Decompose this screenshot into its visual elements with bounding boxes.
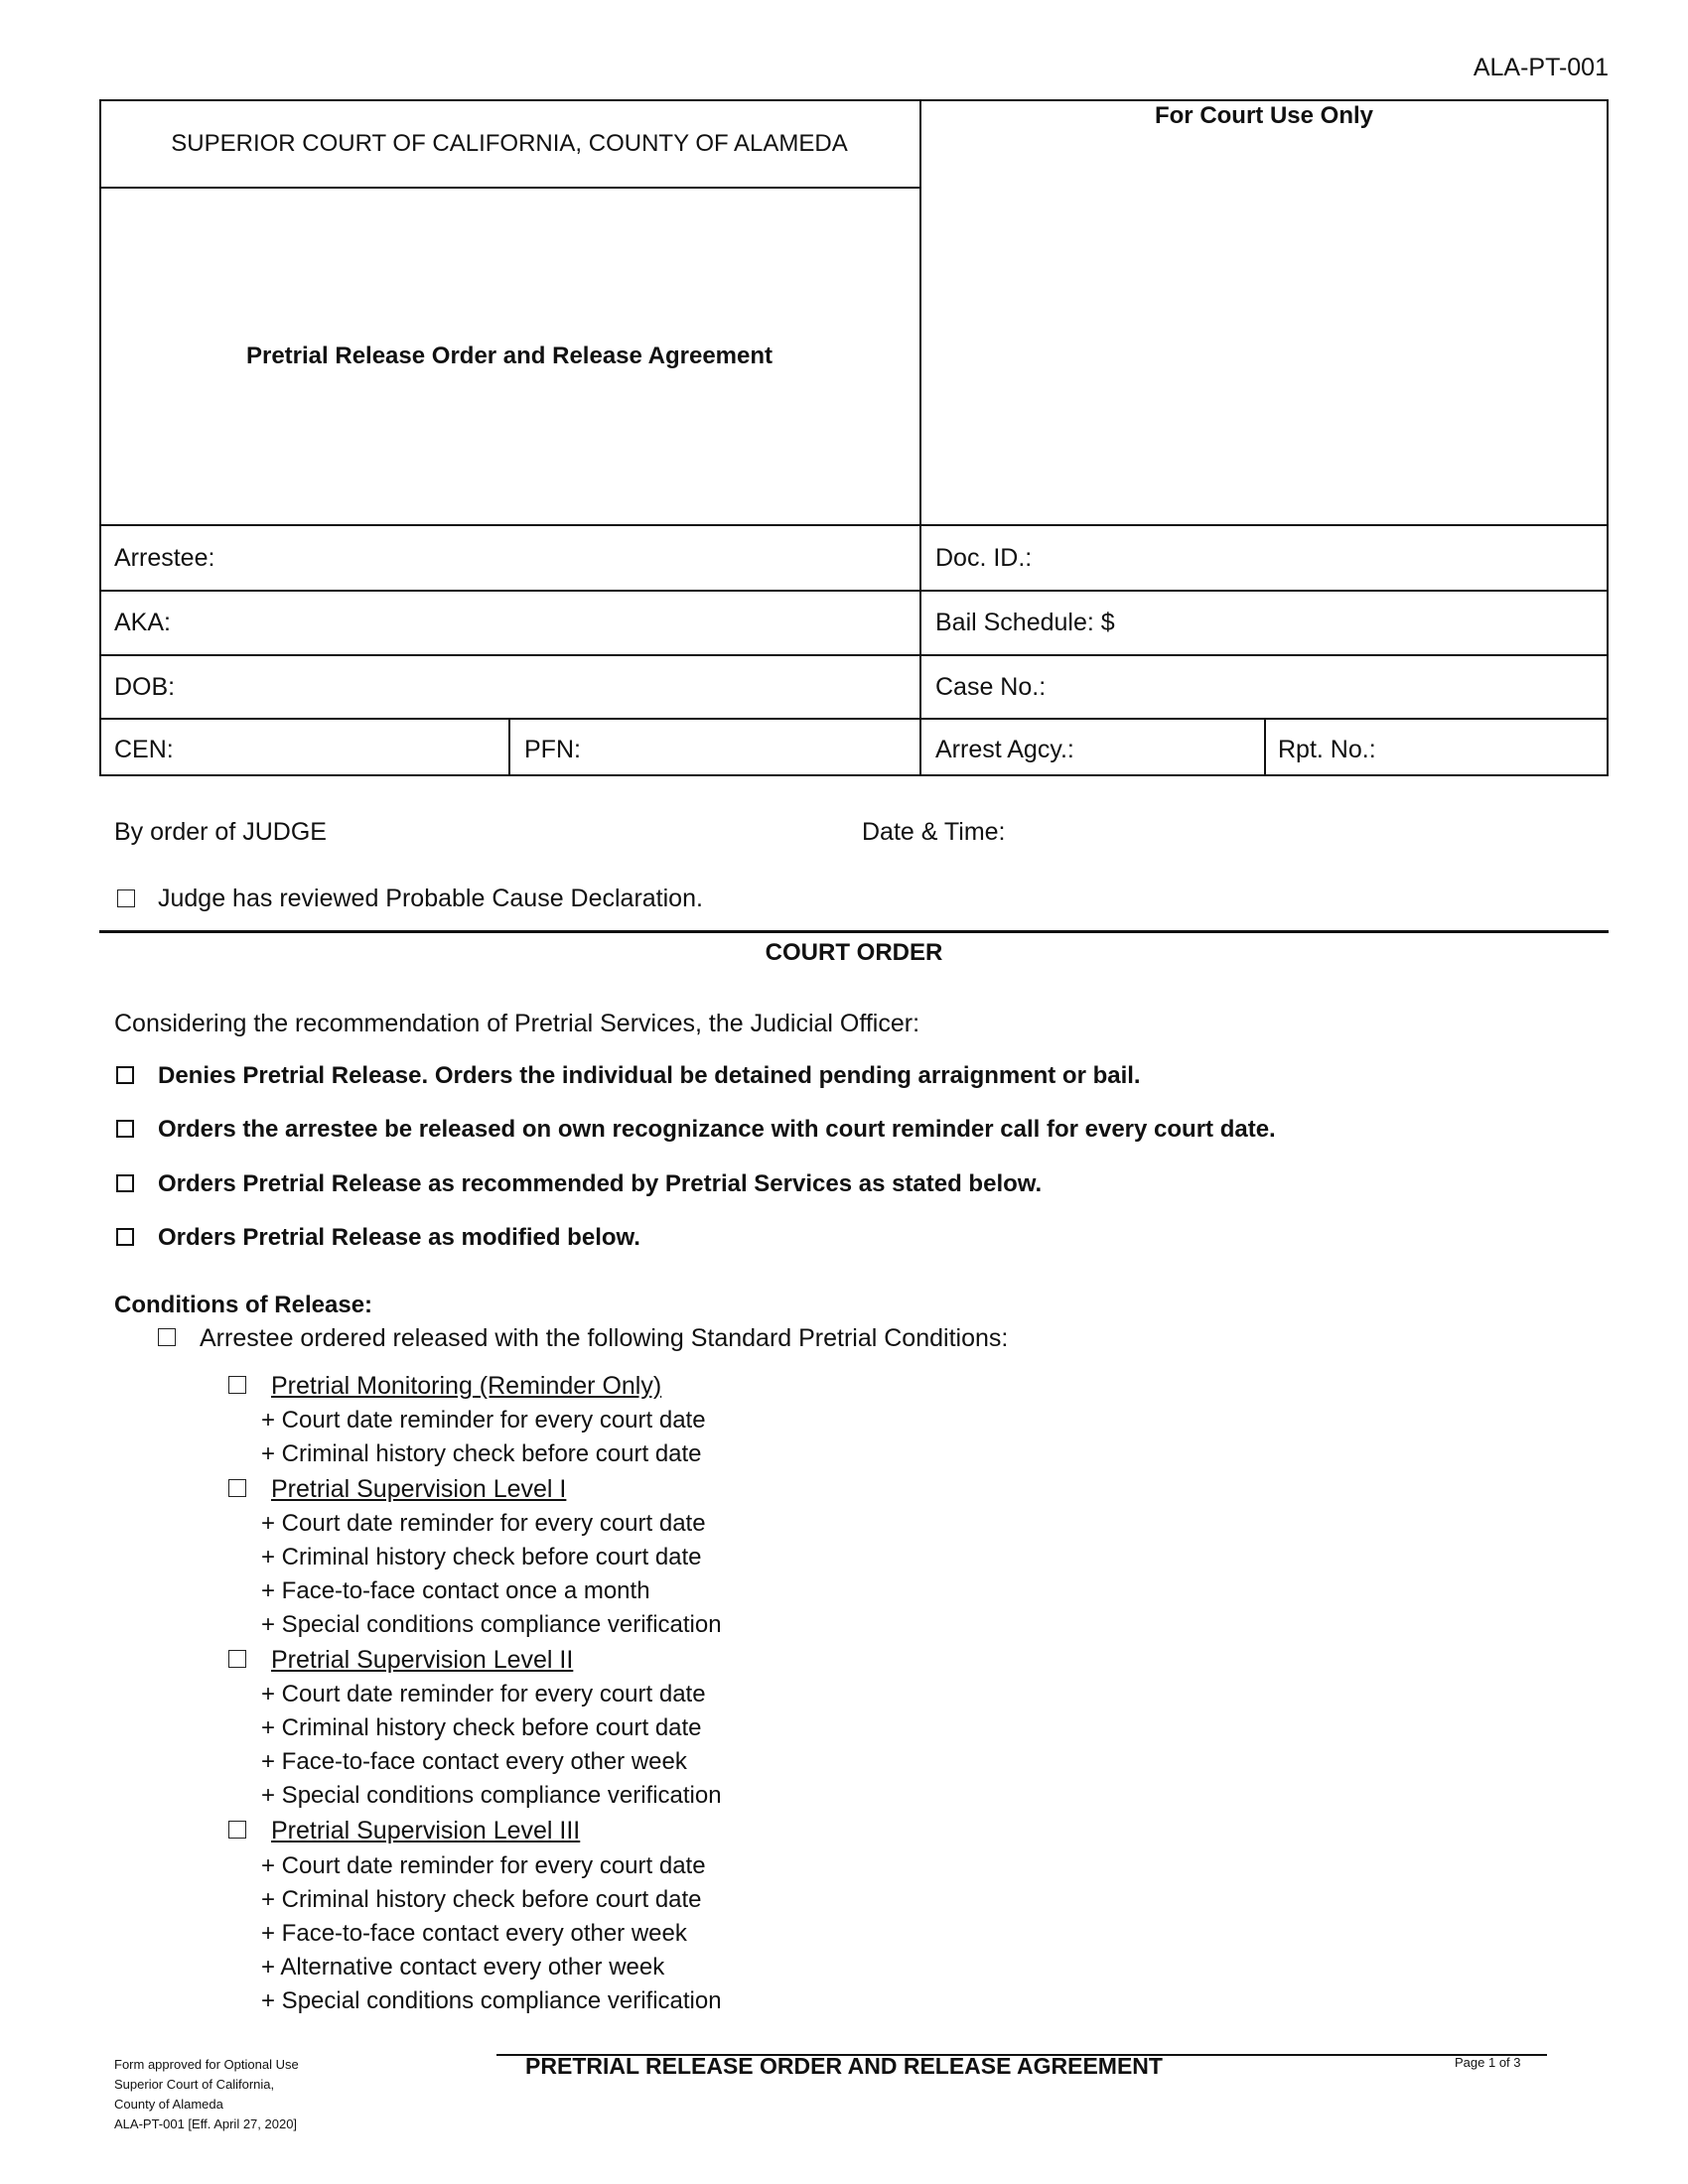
level-title: Pretrial Supervision Level III xyxy=(271,1817,581,1844)
divider xyxy=(1264,718,1266,776)
divider xyxy=(99,654,1609,656)
footer-line: Superior Court of California, xyxy=(114,2077,275,2092)
condition-item: + Court date reminder for every court date xyxy=(261,1852,706,1879)
condition-item: + Court date reminder for every court date xyxy=(261,1510,706,1537)
standard-conditions-label: Arrestee ordered released with the following Standard Pretrial Conditions: xyxy=(200,1324,1009,1352)
condition-item: + Special conditions compliance verification xyxy=(261,1987,722,2014)
condition-item: + Court date reminder for every court date xyxy=(261,1407,706,1433)
own-recognizance-checkbox[interactable] xyxy=(116,1120,134,1138)
rpt-no-field[interactable]: Rpt. No.: xyxy=(1278,736,1376,763)
dob-field[interactable]: DOB: xyxy=(114,673,176,701)
condition-item: + Criminal history check before court date xyxy=(261,1544,702,1570)
condition-item: + Face-to-face contact every other week xyxy=(261,1748,687,1775)
condition-item: + Face-to-face contact once a month xyxy=(261,1577,650,1604)
section-rule xyxy=(99,930,1609,933)
document-title: Pretrial Release Order and Release Agreement xyxy=(245,342,774,369)
level-1-checkbox[interactable] xyxy=(228,1479,246,1497)
condition-item: + Criminal history check before court date xyxy=(261,1886,702,1913)
probable-cause-label: Judge has reviewed Probable Cause Declaration. xyxy=(158,885,703,912)
condition-item: + Special conditions compliance verification xyxy=(261,1782,722,1809)
condition-item: + Court date reminder for every court date xyxy=(261,1681,706,1707)
probable-cause-checkbox[interactable] xyxy=(117,889,135,907)
level-title: Pretrial Supervision Level II xyxy=(271,1646,574,1674)
divider xyxy=(99,718,1609,720)
arrestee-field[interactable]: Arrestee: xyxy=(114,544,215,572)
condition-item: + Special conditions compliance verification xyxy=(261,1611,722,1638)
footer-line: Form approved for Optional Use xyxy=(114,2057,299,2072)
condition-item: + Criminal history check before court date xyxy=(261,1714,702,1741)
date-time-label[interactable]: Date & Time: xyxy=(862,818,1006,846)
pfn-field[interactable]: PFN: xyxy=(524,736,581,763)
case-no-field[interactable]: Case No.: xyxy=(935,673,1047,701)
bail-schedule-field[interactable]: Bail Schedule: $ xyxy=(935,609,1115,636)
standard-conditions-checkbox[interactable] xyxy=(158,1328,176,1346)
as-recommended-label: Orders Pretrial Release as recommended by Pretrial Services as stated below. xyxy=(158,1170,1043,1197)
level-title: Pretrial Supervision Level I xyxy=(271,1475,567,1503)
as-recommended-checkbox[interactable] xyxy=(116,1174,134,1192)
as-modified-label: Orders Pretrial Release as modified below. xyxy=(158,1224,640,1251)
level-title: Pretrial Monitoring (Reminder Only) xyxy=(271,1372,662,1400)
footer-line: County of Alameda xyxy=(114,2097,223,2112)
cen-field[interactable]: CEN: xyxy=(114,736,174,763)
court-name: SUPERIOR COURT OF CALIFORNIA, COUNTY OF ALAMEDA xyxy=(171,130,848,157)
form-id: ALA-PT-001 xyxy=(1473,54,1609,81)
divider xyxy=(919,99,921,776)
deny-release-label: Denies Pretrial Release. Orders the individual be detained pending arraignment or bail. xyxy=(158,1062,1141,1089)
condition-item: + Face-to-face contact every other week xyxy=(261,1920,687,1947)
page-number: Page 1 of 3 xyxy=(1455,2055,1521,2070)
level-2-checkbox[interactable] xyxy=(228,1650,246,1668)
monitoring-checkbox[interactable] xyxy=(228,1376,246,1394)
divider xyxy=(99,524,1609,526)
footer-line: ALA-PT-001 [Eff. April 27, 2020] xyxy=(114,2116,298,2131)
footer-approval xyxy=(114,2055,299,2134)
doc-id-field[interactable]: Doc. ID.: xyxy=(935,544,1033,572)
level-3-checkbox[interactable] xyxy=(228,1821,246,1839)
divider xyxy=(99,590,1609,592)
aka-field[interactable]: AKA: xyxy=(114,609,171,636)
footer-title: PRETRIAL RELEASE ORDER AND RELEASE AGREEMENT xyxy=(525,2053,1163,2079)
condition-item: + Alternative contact every other week xyxy=(261,1954,665,1980)
condition-item: + Criminal history check before court date xyxy=(261,1440,702,1467)
as-modified-checkbox[interactable] xyxy=(116,1228,134,1246)
judge-label[interactable]: By order of JUDGE xyxy=(114,818,327,846)
deny-release-checkbox[interactable] xyxy=(116,1066,134,1084)
court-order-heading: COURT ORDER xyxy=(765,939,943,966)
conditions-heading: Conditions of Release: xyxy=(114,1292,373,1318)
court-order-intro: Considering the recommendation of Pretrial Services, the Judicial Officer: xyxy=(114,1010,920,1037)
divider xyxy=(508,718,510,776)
arrest-agcy-field[interactable]: Arrest Agcy.: xyxy=(935,736,1074,763)
court-use-label: For Court Use Only xyxy=(1154,102,1374,129)
own-recognizance-label: Orders the arrestee be released on own recognizance with court reminder call for every court date. xyxy=(158,1116,1276,1143)
